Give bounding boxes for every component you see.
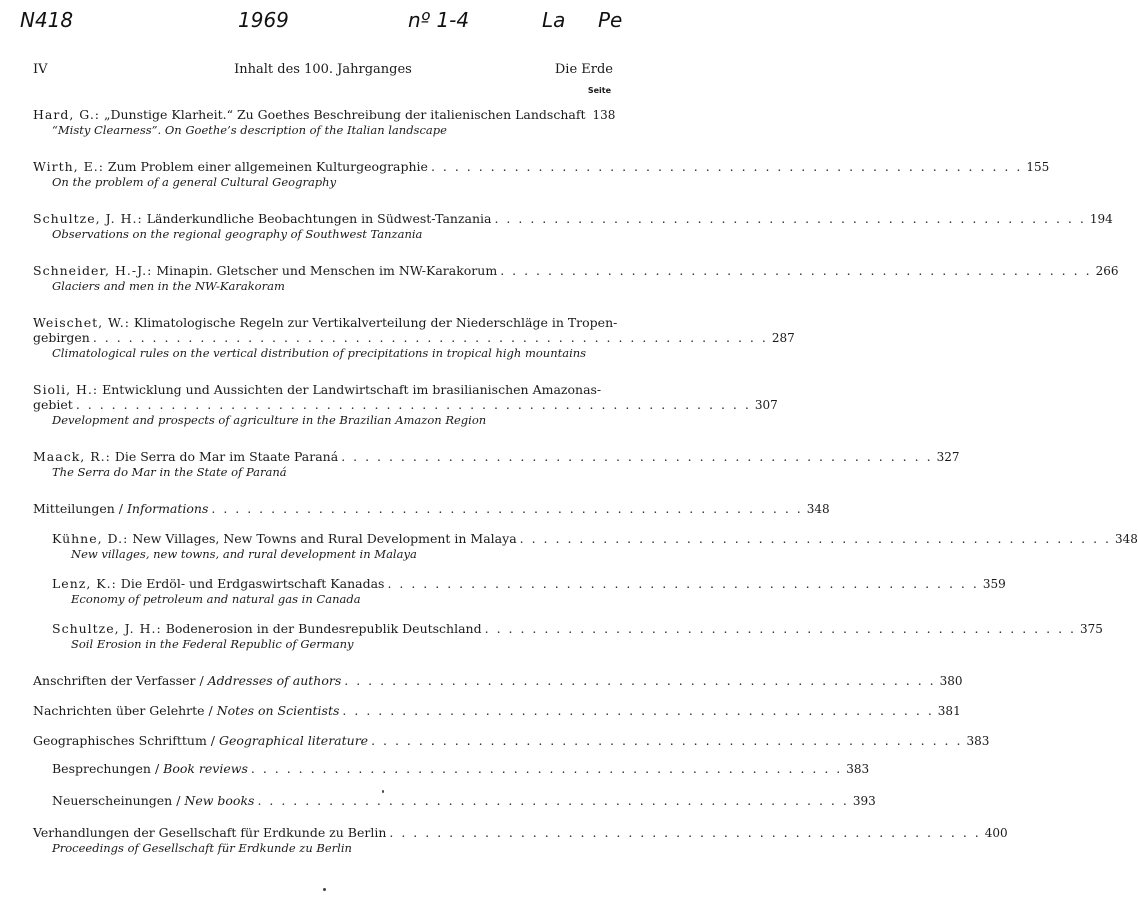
- scan-speck: [382, 790, 384, 793]
- section-title-english: Notes on Scientists: [216, 703, 340, 718]
- leader-dots: . . . . . . . . . . . . . . . . . . . . . . . . . . . . . . . . . . . . . . . . . . . . . . . . . .: [519, 531, 1112, 546]
- toc-section: [33, 761, 870, 777]
- section-title: Geographisches Schrifttum /: [33, 733, 219, 748]
- entry-title: Entwicklung und Aussichten der Landwirtschaft im brasilianischen Amazonas-: [102, 382, 602, 397]
- entry-title: „Dunstige Klarheit.“ Zu Goethes Beschreibung der italienischen Landschaft: [104, 107, 586, 122]
- toc-entry: [33, 159, 1050, 190]
- section-title: Besprechungen /: [52, 761, 164, 776]
- entry-page: 381: [937, 704, 961, 718]
- entry-author: Schultze, J. H.:: [52, 621, 162, 636]
- leader-dots: . . . . . . . . . . . . . . . . . . . . . . . . . . . . . . . . . . . . . . . . . . . . . . . . . .: [494, 211, 1086, 226]
- toc-section: [33, 825, 1008, 856]
- toc-entry: [33, 211, 1113, 242]
- journal-name: Die Erde: [554, 62, 613, 77]
- toc-entry: [33, 107, 616, 138]
- entry-page: 348: [806, 502, 830, 516]
- section-title-english: Geographical literature: [218, 733, 369, 748]
- toc-section: [33, 793, 876, 809]
- entry-page: 383: [846, 762, 870, 776]
- leader-dots: . . . . . . . . . . . . . . . . . . . . . . . . . . . . . . . . . . . . . . . . . . . . . . . . . . . . . . . . .: [75, 397, 751, 412]
- entry-translation: Soil Erosion in the Federal Republic of Germany: [71, 637, 354, 651]
- entry-translation: On the problem of a general Cultural Geography: [52, 175, 337, 189]
- table-of-contents: [33, 98, 1138, 856]
- handwritten-year: 1969: [238, 8, 289, 32]
- entry-translation: “Misty Clearness”. On Goethe’s description of the Italian landscape: [52, 123, 447, 137]
- toc-entry: [33, 382, 778, 428]
- entry-page: 383: [966, 734, 990, 748]
- handwritten-issue-numbers: nº 1-4: [408, 8, 470, 32]
- entry-author: Sioli, H.:: [33, 382, 99, 397]
- entry-title-continued: gebirgen: [33, 330, 90, 345]
- section-title-english: Addresses of authors: [207, 673, 342, 688]
- leader-dots: . . . . . . . . . . . . . . . . . . . . . . . . . . . . . . . . . . . . . . . . . . . . . . . . . .: [430, 159, 1023, 174]
- entry-page: 287: [771, 331, 795, 345]
- entry-translation: New villages, new towns, and rural development in Malaya: [71, 547, 417, 561]
- leader-dots: . . . . . . . . . . . . . . . . . . . . . . . . . . . . . . . . . . . . . . . . . . . . . . . . . .: [342, 703, 934, 718]
- entry-title: Zum Problem einer allgemeinen Kulturgeographie: [107, 159, 428, 174]
- entry-page: 155: [1026, 160, 1050, 174]
- entry-page: 307: [754, 398, 778, 412]
- entry-translation: The Serra do Mar in the State of Paraná: [52, 465, 287, 479]
- section-title: Verhandlungen der Gesellschaft für Erdkunde zu Berlin: [33, 825, 387, 840]
- toc-entry: [33, 576, 1006, 607]
- entry-page: 393: [852, 794, 876, 808]
- entry-title: Länderkundliche Beobachtungen in Südwest-Tanzania: [146, 211, 492, 226]
- entry-author: Weischet, W.:: [33, 315, 130, 330]
- toc-entry: [33, 315, 795, 361]
- toc-section: [33, 733, 990, 749]
- entry-translation: Economy of petroleum and natural gas in Canada: [71, 592, 361, 606]
- handwritten-initials-2: Pe: [598, 8, 623, 32]
- entry-title: Die Erdöl- und Erdgaswirtschaft Kanadas: [120, 576, 385, 591]
- leader-dots: . . . . . . . . . . . . . . . . . . . . . . . . . . . . . . . . . . . . . . . . . . . . . . . . . . . . . . . . .: [92, 330, 768, 345]
- toc-section: [33, 703, 961, 719]
- leader-dots: . . . . . . . . . . . . . . . . . . . . . . . . . . . . . . . . . . . . . . . . . . . . . . . . . .: [341, 449, 933, 464]
- page-title: Inhalt des 100. Jahrganges: [234, 62, 412, 77]
- leader-dots: . . . . . . . . . . . . . . . . . . . . . . . . . . . . . . . . . . . . . . . . . . . . . . . . . .: [500, 263, 1092, 278]
- toc-entry: [33, 621, 1103, 652]
- entry-author: Kühne, D.:: [52, 531, 129, 546]
- handwritten-note: N418: [20, 8, 74, 32]
- entry-page: 400: [984, 826, 1008, 840]
- entry-page: 194: [1089, 212, 1113, 226]
- entry-author: Lenz, K.:: [52, 576, 117, 591]
- leader-dots: . . . . . . . . . . . . . . . . . . . . . . . . . . . . . . . . . . . . . . . . . . . . . . . . . .: [257, 793, 849, 808]
- entry-page: 327: [936, 450, 960, 464]
- entry-author: Schneider, H.-J.:: [33, 263, 153, 278]
- entry-author: Schultze, J. H.:: [33, 211, 143, 226]
- entry-translation: Climatological rules on the vertical distribution of precipitations in tropical high mountains: [52, 346, 587, 360]
- entry-translation: Glaciers and men in the NW-Karakoram: [52, 279, 285, 293]
- page-header: [33, 62, 613, 80]
- entry-author: Wirth, E.:: [33, 159, 104, 174]
- toc-entry: [33, 449, 960, 480]
- entry-page: 380: [939, 674, 963, 688]
- toc-section: [33, 673, 963, 689]
- entry-translation: Proceedings of Gesellschaft für Erdkunde zu Berlin: [52, 841, 352, 855]
- section-title: Mitteilungen /: [33, 501, 127, 516]
- entry-translation: Development and prospects of agriculture in the Brazilian Amazon Region: [52, 413, 487, 427]
- entry-title: Die Serra do Mar im Staate Paraná: [114, 449, 339, 464]
- entry-author: Maack, R.:: [33, 449, 111, 464]
- scan-speck: [323, 888, 326, 891]
- leader-dots: . . . . . . . . . . . . . . . . . . . . . . . . . . . . . . . . . . . . . . . . . . . . . . . . . .: [211, 501, 803, 516]
- leader-dots: . . . . . . . . . . . . . . . . . . . . . . . . . . . . . . . . . . . . . . . . . . . . . . . . . .: [387, 576, 979, 591]
- entry-title: New Villages, New Towns and Rural Development in Malaya: [132, 531, 517, 546]
- leader-dots: . . . . . . . . . . . . . . . . . . . . . . . . . . . . . . . . . . . . . . . . . . . . . . . . . .: [389, 825, 981, 840]
- entry-title-continued: gebiet: [33, 397, 73, 412]
- section-title-english: Book reviews: [163, 761, 248, 776]
- page-column-label: Seite: [587, 86, 611, 95]
- entry-author: Hard, G.:: [33, 107, 101, 122]
- section-title: Nachrichten über Gelehrte /: [33, 703, 217, 718]
- section-title-english: New books: [184, 793, 255, 808]
- leader-dots: . . . . . . . . . . . . . . . . . . . . . . . . . . . . . . . . . . . . . . . . . . . . . . . . . .: [371, 733, 963, 748]
- section-title-english: Informations: [126, 501, 209, 516]
- page-number-roman: IV: [33, 62, 48, 77]
- toc-entry: [33, 531, 1138, 562]
- leader-dots: . . . . . . . . . . . . . . . . . . . . . . . . . . . . . . . . . . . . . . . . . . . . . . . . . .: [344, 673, 936, 688]
- toc-section: [33, 501, 830, 517]
- entry-page: 138: [592, 108, 616, 122]
- entry-page: 359: [982, 577, 1006, 591]
- toc-entry: [33, 263, 1119, 294]
- section-title: Anschriften der Verfasser /: [33, 673, 208, 688]
- entry-title: Bodenerosion in der Bundesrepublik Deutschland: [165, 621, 482, 636]
- entry-page: 266: [1095, 264, 1119, 278]
- entry-translation: Observations on the regional geography of Southwest Tanzania: [52, 227, 423, 241]
- entry-title: Minapin. Gletscher und Menschen im NW-Karakorum: [156, 263, 498, 278]
- leader-dots: . . . . . . . . . . . . . . . . . . . . . . . . . . . . . . . . . . . . . . . . . . . . . . . . . .: [250, 761, 843, 776]
- section-title: Neuerscheinungen /: [52, 793, 185, 808]
- leader-dots: . . . . . . . . . . . . . . . . . . . . . . . . . . . . . . . . . . . . . . . . . . . . . . . . . .: [484, 621, 1076, 636]
- entry-title: Klimatologische Regeln zur Vertikalverteilung der Niederschläge in Tropen-: [133, 315, 618, 330]
- entry-page: 375: [1080, 622, 1103, 636]
- entry-page: 348: [1115, 532, 1138, 546]
- handwritten-initials-1: La: [542, 8, 566, 32]
